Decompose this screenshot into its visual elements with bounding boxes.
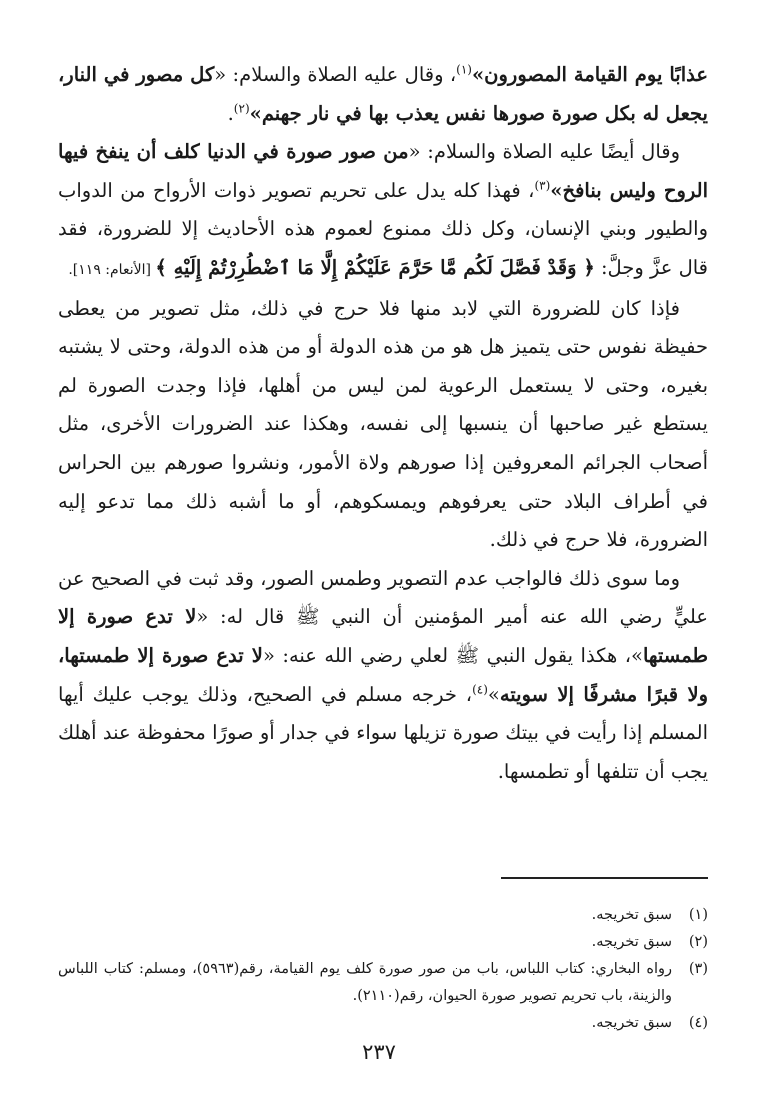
- text-segment: »، هكذا يقول النبي ﷺ لعلي رضي الله عنه: «: [262, 643, 643, 667]
- footnote-number: (٣): [688, 961, 708, 977]
- paragraph-2: [58, 133, 708, 289]
- footnote-marker: (٢): [233, 101, 250, 116]
- text-segment: وما سوى ذلك فالواجب عدم التصوير وطمس الصور، وقد ثبت في الصحيح عن عليٍّ رضي الله عنه أمير المؤمنين أن النبي ﷺ قال له: «: [58, 566, 708, 629]
- footnote-number: (٢): [688, 934, 708, 950]
- footnote-separator: [501, 877, 708, 879]
- verse-reference: [الأنعام: ١١٩].: [68, 261, 156, 278]
- page-content: [58, 56, 708, 791]
- footnote-text: سبق تخريجه.: [591, 1015, 672, 1031]
- hadith-quote: من صور صورة في الدنيا كلف أن ينفخ فيها الروح وليس بنافخ»: [58, 140, 708, 202]
- footnote-3: [58, 956, 708, 1010]
- footnote-number: (٤): [688, 1015, 708, 1031]
- paragraph-3: [58, 290, 708, 560]
- footnote-4: [58, 1010, 708, 1037]
- footnote-number: (١): [688, 907, 708, 923]
- footnote-1: [58, 902, 708, 929]
- page-number: ٢٣٧: [362, 1040, 396, 1064]
- paragraph-4: [58, 560, 708, 792]
- hadith-quote: لا تدع صورة إلا طمستها: [58, 605, 708, 667]
- footnote-2: [58, 929, 708, 956]
- text-segment: فإذا كان للضرورة التي لابد منها فلا حرج في ذلك، مثل تصوير من يعطى حفيظة نفوس حتى يتميز هل هو من هذه الدولة أو من هذه الدولة، وحتى لا يشتبه بغيره، وحتى لا يستعمل الرعوية لمن ليس من أهلها، فإذا وجدت الصورة لم يستطع غير صاحبها أن ينسبها إلى نفسه، وهكذا عند الضرورات الأخرى، مثل أصحاب الجرائم المعروفين إذا صورهم ولاة الأمور، ونشروا صورهم بين الحراس في أطراف البلاد حتى يعرفوهم ويمسكوهم، أو ما أشبه ذلك مما تدعو إليه الضرورة، فلا حرج في ذلك.: [58, 296, 708, 552]
- footnotes: [58, 902, 708, 1037]
- footnote-marker: (٣): [534, 178, 551, 193]
- hadith-quote: عذابًا يوم القيامة المصورون»: [471, 63, 708, 86]
- hadith-quote: كل مصور في النار، يجعل له بكل صورة صورها نفس يعذب بها في نار جهنم»: [58, 63, 708, 125]
- hadith-quote: لا تدع صورة إلا طمستها، ولا قبرًا مشرفًا إلا سويته: [58, 643, 708, 706]
- text-segment: وقال أيضًا عليه الصلاة والسلام: «: [408, 140, 680, 164]
- text-segment: .: [227, 101, 234, 125]
- quran-verse: ﴿ وَقَدْ فَصَّلَ لَكُم مَّا حَرَّمَ عَلَيْكُمْ إِلَّا مَا ٱضْطُرِرْتُمْ إِلَيْهِ ﴾: [155, 255, 595, 279]
- footnote-marker: (٤): [472, 682, 488, 696]
- text-segment: ، فهذا كله يدل على تحريم تصوير ذوات الأرواح من الدواب والطيور وبني الإنسان، وكل ذلك ممنوع لعموم هذه الأحاديث إلا للضرورة، فقد قال عزَّ وجلَّ:: [58, 178, 708, 279]
- footnote-text: رواه البخاري: كتاب اللباس، باب من صور صورة كلف يوم القيامة، رقم(٥٩٦٣)، ومسلم: كتاب اللباس والزينة، باب تحريم تصوير صورة الحيوان، رقم(٢١١٠).: [58, 961, 672, 1004]
- text-segment: ، وقال عليه الصلاة والسلام: «: [214, 63, 457, 86]
- text-segment: ، خرجه مسلم في الصحيح، وذلك يوجب عليك أيها المسلم إذا رأيت في بيتك صورة تزيلها سواء في جدار أو صورًا محفوظة عند أهلك يجب أن تتلفها أو تطمسها.: [58, 682, 708, 783]
- text-segment: »: [487, 682, 500, 706]
- body-text: [58, 56, 708, 791]
- footnote-text: سبق تخريجه.: [591, 907, 672, 923]
- paragraph-1: [58, 56, 708, 133]
- footnote-marker: (١): [456, 62, 472, 77]
- footnote-text: سبق تخريجه.: [591, 934, 672, 950]
